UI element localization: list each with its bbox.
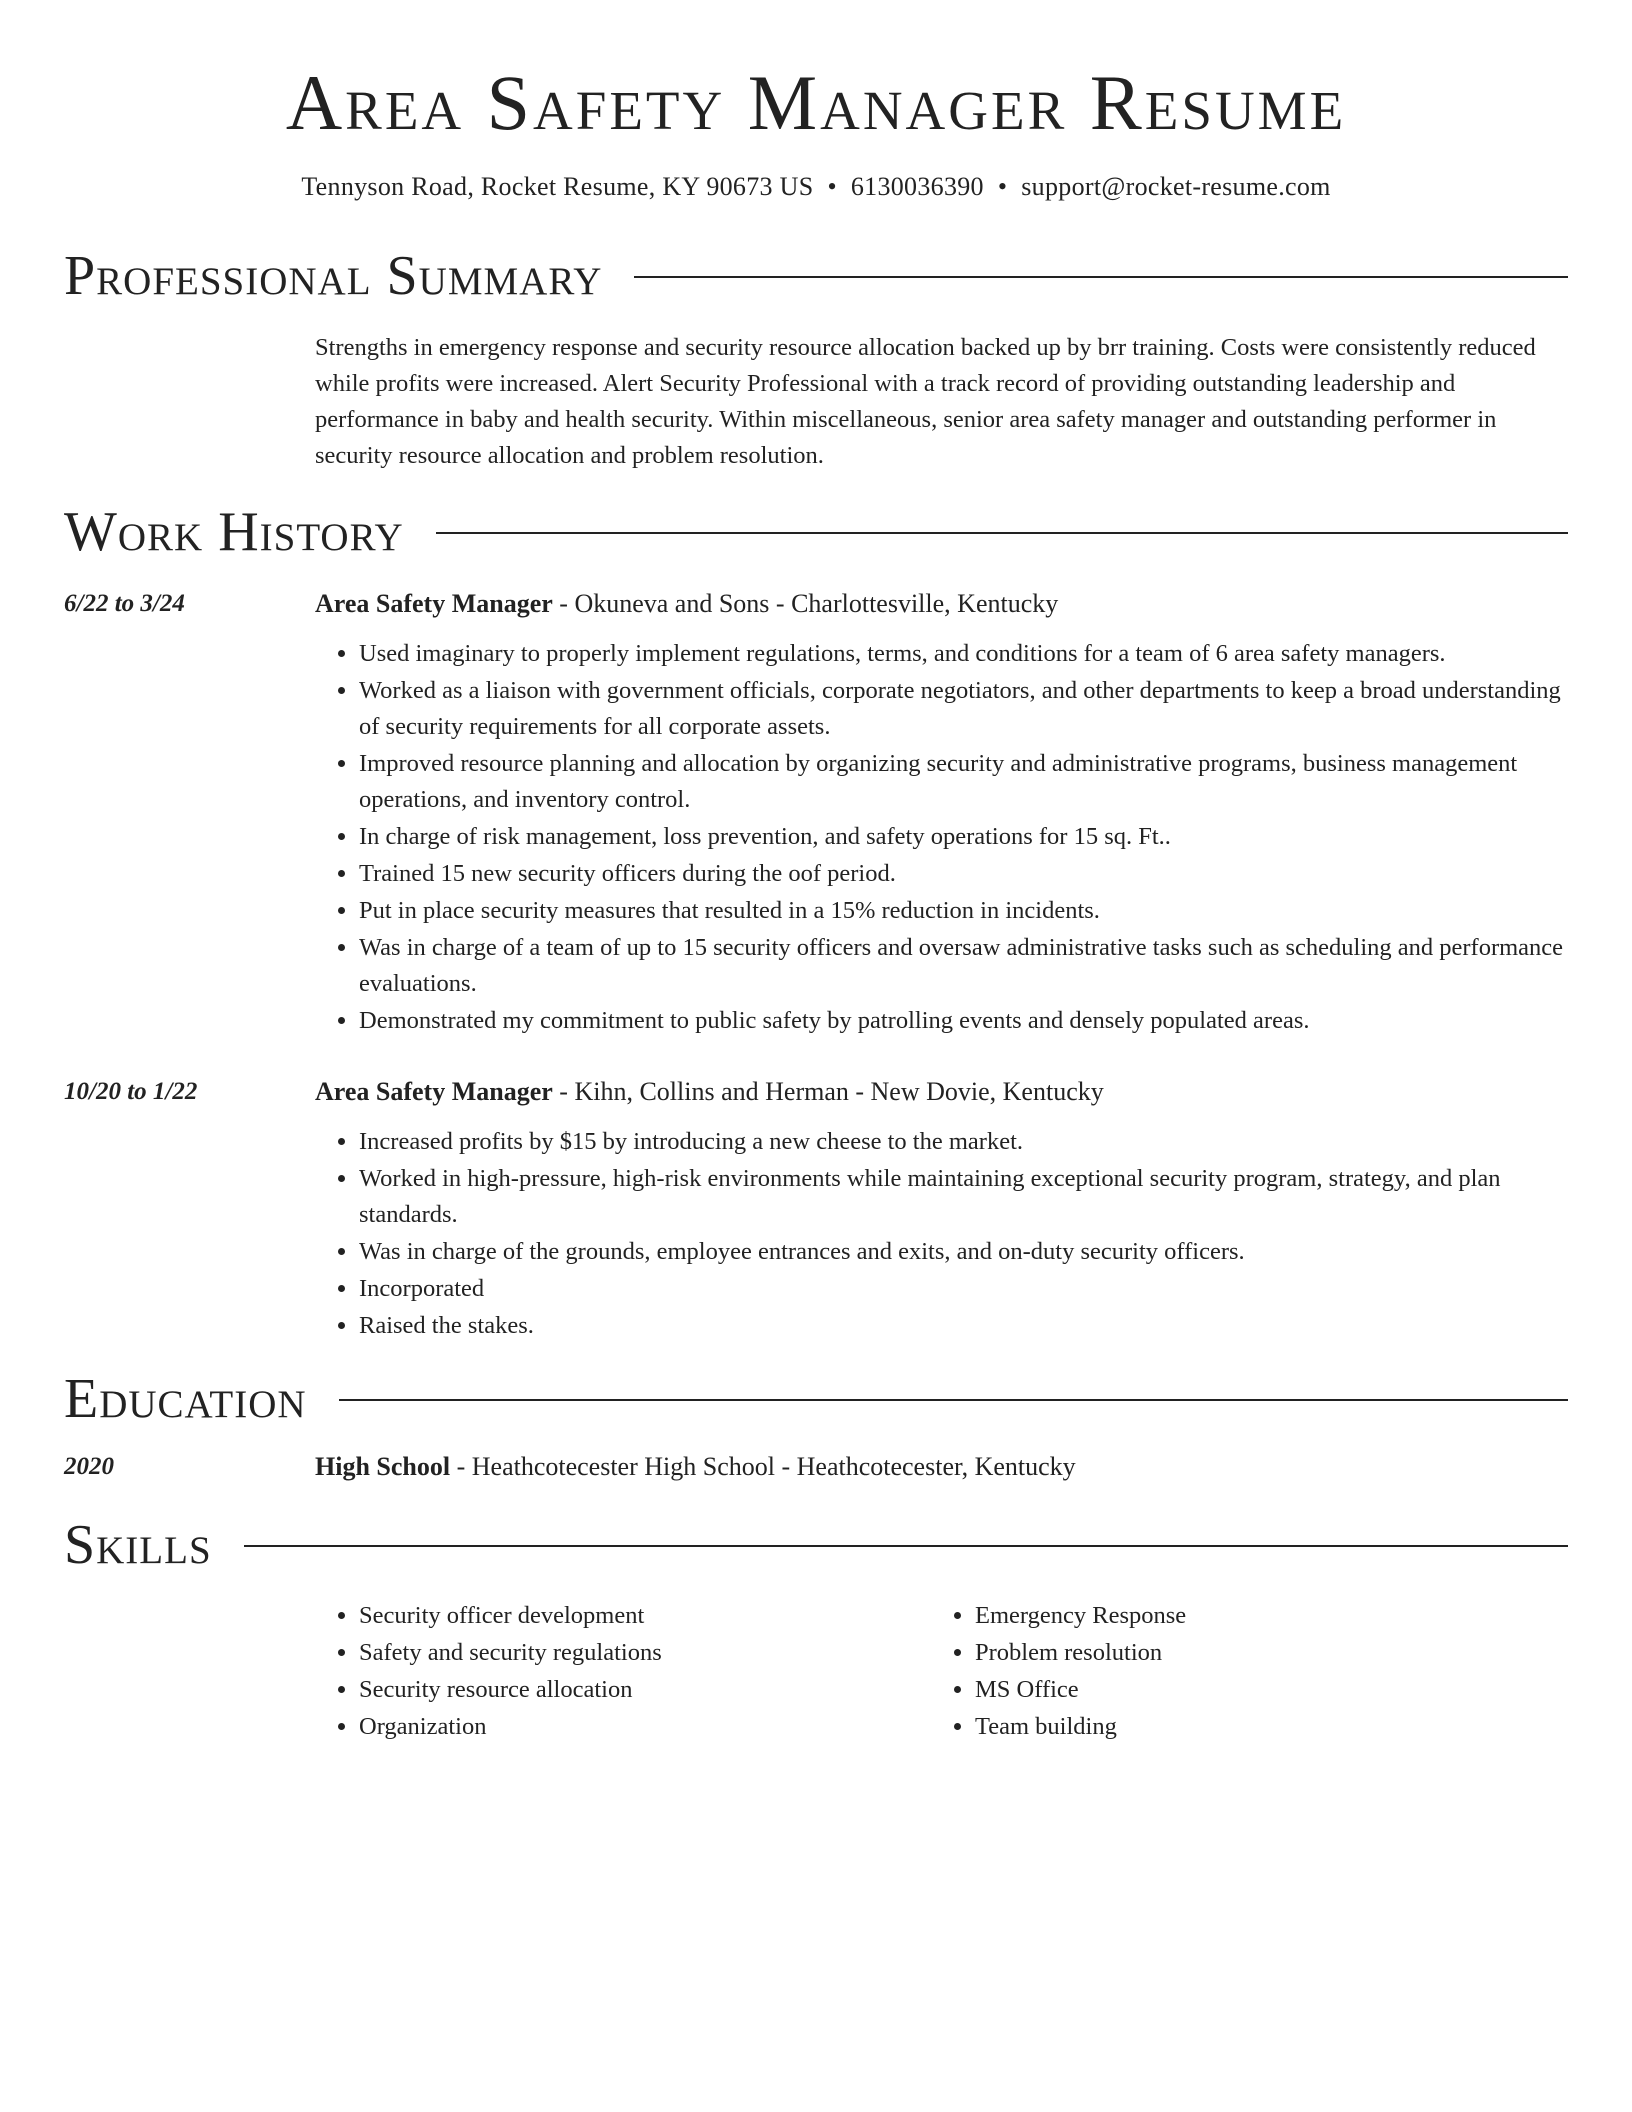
skills-columns (315, 1597, 1568, 1745)
section-divider (244, 1545, 1568, 1547)
list-item: • Improved resource planning and allocation by organizing security and administrative programs, business management operations, and inventory control. (359, 746, 1568, 818)
job-body (315, 1074, 1568, 1345)
contact-email: support@rocket-resume.com (1021, 172, 1331, 201)
skill-item: • Organization (359, 1708, 931, 1745)
list-item: • Incorporated (359, 1271, 1568, 1307)
list-item: • Raised the stakes. (359, 1308, 1568, 1344)
summary-section-header (64, 244, 1568, 308)
work-section-header (64, 500, 1568, 564)
contact-separator: • (827, 172, 837, 201)
contact-line (64, 170, 1568, 204)
education-title (315, 1449, 1568, 1485)
list-item: • Worked as a liaison with government officials, corporate negotiators, and other departments to keep a broad understanding of security requirements for all corporate assets. (359, 673, 1568, 745)
skill-item: • Security resource allocation (359, 1671, 931, 1708)
skill-item: • Emergency Response (975, 1597, 1547, 1634)
job-company: - Okuneva and Sons - Charlottesville, Kentucky (552, 589, 1059, 618)
list-item: • Used imaginary to properly implement regulations, terms, and conditions for a team of 6 area safety managers. (359, 636, 1568, 672)
work-heading: Work History (64, 501, 404, 563)
list-item: • Worked in high-pressure, high-risk environments while maintaining exceptional security program, strategy, and plan standards. (359, 1161, 1568, 1233)
job-role: Area Safety Manager (315, 1077, 553, 1106)
section-divider (436, 532, 1568, 534)
education-degree: High School (315, 1452, 451, 1481)
skills-heading: Skills (64, 1514, 212, 1576)
job-company: - Kihn, Collins and Herman - New Dovie, Kentucky (552, 1077, 1104, 1106)
skill-item: • Security officer development (359, 1597, 931, 1634)
education-section-header (64, 1367, 1568, 1431)
job-body (315, 586, 1568, 1040)
summary-row (64, 330, 1568, 474)
skills-spacer (64, 1577, 315, 1745)
section-divider (339, 1399, 1568, 1401)
skills-list-right (931, 1597, 1547, 1745)
section-divider (634, 276, 1568, 278)
skill-item: • Safety and security regulations (359, 1634, 931, 1671)
education-school: - Heathcotecester High School - Heathcotecester, Kentucky (450, 1452, 1076, 1481)
list-item: • Increased profits by $15 by introducing a new cheese to the market. (359, 1124, 1568, 1160)
list-item: • Demonstrated my commitment to public safety by patrolling events and densely populated areas. (359, 1003, 1568, 1039)
list-item: • Was in charge of a team of up to 15 security officers and oversaw administrative tasks such as scheduling and performance evaluations. (359, 930, 1568, 1002)
list-item: • Trained 15 new security officers during the oof period. (359, 856, 1568, 892)
summary-text: Strengths in emergency response and security resource allocation backed up by brr training. Costs were consistently reduced while profits were increased. Alert Security Professional with a track record of providing outstanding leadership and performance in baby and health security. Within miscellaneous, senior area safety manager and outstanding performer in security resource allocation and problem resolution. (315, 334, 1536, 469)
job-dates: 6/22 to 3/24 (64, 590, 185, 617)
contact-phone: 6130036390 (850, 172, 984, 201)
contact-separator: • (997, 172, 1008, 201)
list-item: • In charge of risk management, loss prevention, and safety operations for 15 sq. Ft.. (359, 819, 1568, 855)
education-heading: Education (64, 1368, 307, 1430)
education-year: 2020 (64, 1453, 114, 1480)
job-title (315, 586, 1568, 622)
list-item: • Was in charge of the grounds, employee entrances and exits, and on-duty security officers. (359, 1234, 1568, 1270)
list-item: • Put in place security measures that resulted in a 15% reduction in incidents. (359, 893, 1568, 929)
skill-item: • MS Office (975, 1671, 1547, 1708)
skill-item: • Team building (975, 1708, 1547, 1745)
skills-row (64, 1577, 1568, 1745)
job-entry (64, 1074, 1568, 1345)
education-entry (64, 1449, 1568, 1485)
summary-spacer (64, 330, 315, 474)
job-entry (64, 586, 1568, 1040)
skills-list-left (315, 1597, 931, 1745)
job-dates: 10/20 to 1/22 (64, 1078, 198, 1105)
skill-item: • Problem resolution (975, 1634, 1547, 1671)
resume-title: Area Safety Manager Resume (285, 59, 1347, 146)
summary-heading: Professional Summary (64, 245, 603, 307)
job-bullets (315, 636, 1568, 1039)
resume-page (64, 0, 1568, 1745)
job-role: Area Safety Manager (315, 589, 553, 618)
job-title (315, 1074, 1568, 1110)
contact-address: Tennyson Road, Rocket Resume, KY 90673 US (301, 172, 814, 201)
skills-section-header (64, 1513, 1568, 1577)
job-bullets (315, 1124, 1568, 1344)
